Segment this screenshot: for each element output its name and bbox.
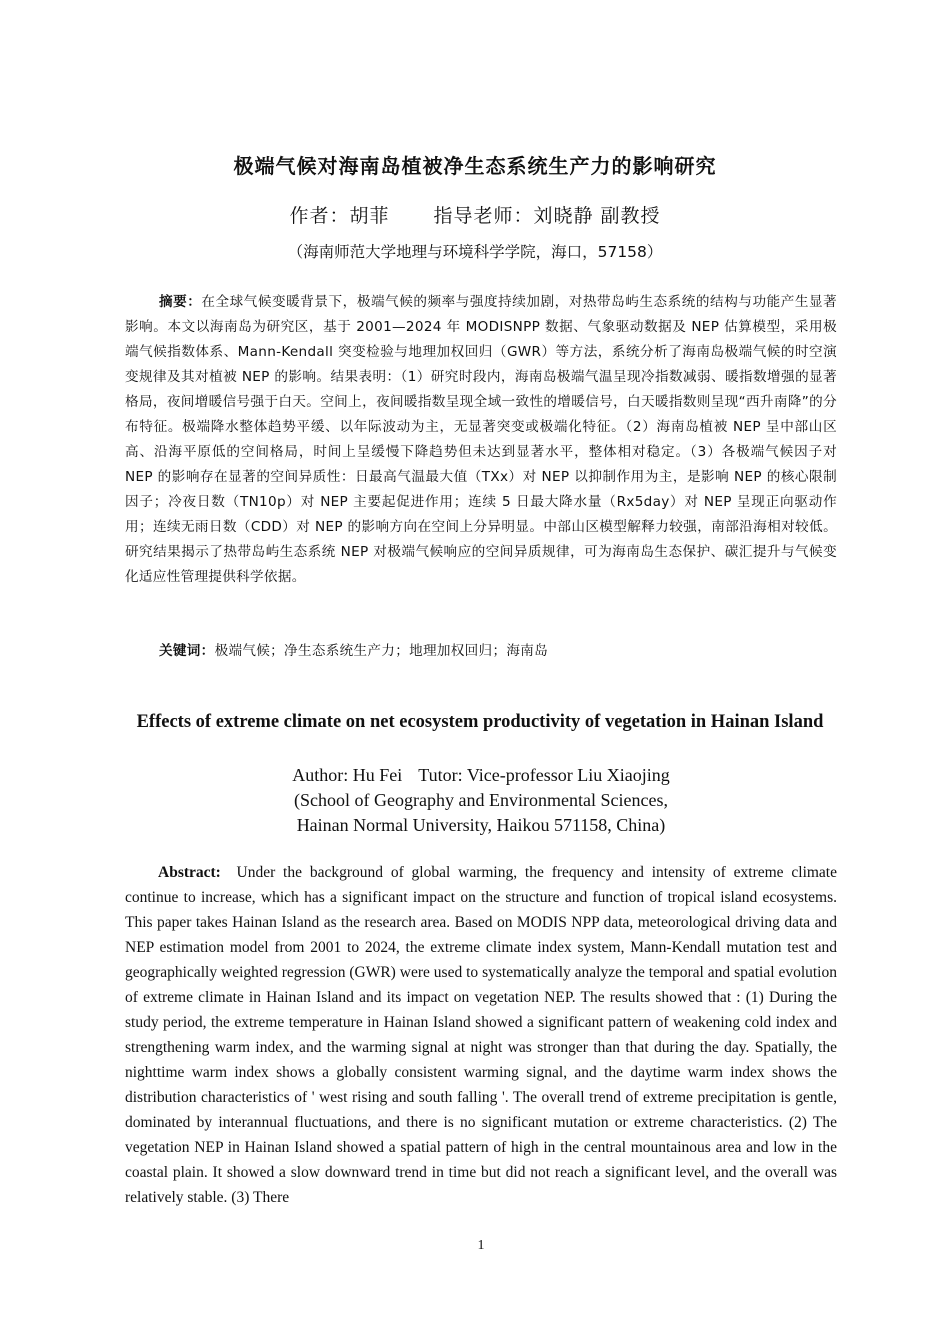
english-affiliation (0, 788, 950, 838)
english-affiliation-line-2: Hainan Normal University, Haikou 571158, China) (296, 815, 666, 835)
english-tutor: Tutor: Vice-professor Liu Xiaojing (418, 765, 670, 785)
english-abstract-text: Under the background of global warming, the frequency and intensity of extreme climate continue to increase, which has a significant impact on the structure and function of tropical island ecosystems. This paper takes Hainan Island as the research area. Based on MODIS NPP data, meteorological driving data and NEP estimation model from 2001 to 2024, the extreme climate index system, Mann-Kendall mutation test and geographically weighted regression (GWR) were used to systematically analyze the temporal and spatial evolution of extreme climate in Hainan Island and its impact on vegetation NEP. The results showed that : (1) During the study period, the extreme temperature in Hainan Island showed a significant pattern of weakening cold index and strengthening warm index, and the warming signal at night was stronger than that during the day. Spatially, the nighttime warm index shows a globally consistent warming signal, and the daytime warm index shows the distribution characteristics of ' west rising and south falling '. The overall trend of extreme precipitation is gentle, dominated by interannual fluctuations, and there is no significant mutation or extreme characteristics. (2) The vegetation NEP in Hainan Island showed a spatial pattern of high in the central mountainous area and low in the coastal plain. It showed a slow downward trend in time but did not reach a significant level, and the overall was relatively stable. (3) There (125, 864, 837, 1206)
chinese-abstract-label: 摘要： (159, 294, 202, 310)
english-author: Author: Hu Fei (292, 765, 403, 785)
page-number: 1 (477, 1238, 485, 1253)
chinese-author: 作者：胡菲 (289, 205, 390, 227)
chinese-abstract-text: 在全球气候变暖背景下，极端气候的频率与强度持续加剧，对热带岛屿生态系统的结构与功能产生显著影响。本文以海南岛为研究区，基于 2001—2024 年 MODISNPP 数据、气象驱动数据及 NEP 估算模型，采用极端气候指数体系、Mann-Kendall 突变检验与地理加权回归（GWR）等方法，系统分析了海南岛极端气候的时空演变规律及其对植被 NEP 的影响。结果表明：（1）研究时段内，海南岛极端气温呈现冷指数减弱、暖指数增强的显著格局，夜间增暖信号强于白天。空间上，夜间暖指数呈现全域一致性的增暖信号，白天暖指数则呈现“西升南降”的分布特征。极端降水整体趋势平缓、以年际波动为主，无显著突变或极端化特征。（2）海南岛植被 NEP 呈中部山区高、沿海平原低的空间格局，时间上呈缓慢下降趋势但未达到显著水平，整体相对稳定。（3）各极端气候因子对 NEP 的影响存在显著的空间异质性：日最高气温最大值（TXx）对 NEP 以抑制作用为主，是影响 NEP 的核心限制因子；冷夜日数（TN10p）对 NEP 主要起促进作用；连续 5 日最大降水量（Rx5day）对 NEP 呈现正向驱动作用；连续无雨日数（CDD）对 NEP 的影响方向在空间上分异明显。中部山区模型解释力较强，南部沿海相对较低。研究结果揭示了热带岛屿生态系统 NEP 对极端气候响应的空间异质规律，可为海南岛生态保护、碳汇提升与气候变化适应性管理提供科学依据。 (125, 294, 837, 585)
chinese-keywords-text: 极端气候；净生态系统生产力；地理加权回归；海南岛 (214, 643, 549, 659)
chinese-affiliation: （海南师范大学地理与环境科学学院，海口，57158） (287, 243, 663, 261)
chinese-advisor: 指导老师：刘晓静 副教授 (433, 205, 661, 227)
english-author-line (0, 763, 950, 788)
english-abstract (125, 860, 837, 1210)
chinese-abstract (125, 290, 837, 590)
chinese-keywords (125, 639, 837, 664)
english-title: Effects of extreme climate on net ecosystem productivity of vegetation in Hainan Island (136, 712, 824, 732)
english-affiliation-line-1: (School of Geography and Environmental Sciences, (294, 790, 668, 810)
english-abstract-label: Abstract: (158, 864, 221, 881)
chinese-title: 极端气候对海南岛植被净生态系统生产力的影响研究 (233, 154, 717, 178)
chinese-keywords-label: 关键词： (159, 643, 215, 659)
chinese-author-line (0, 201, 950, 228)
